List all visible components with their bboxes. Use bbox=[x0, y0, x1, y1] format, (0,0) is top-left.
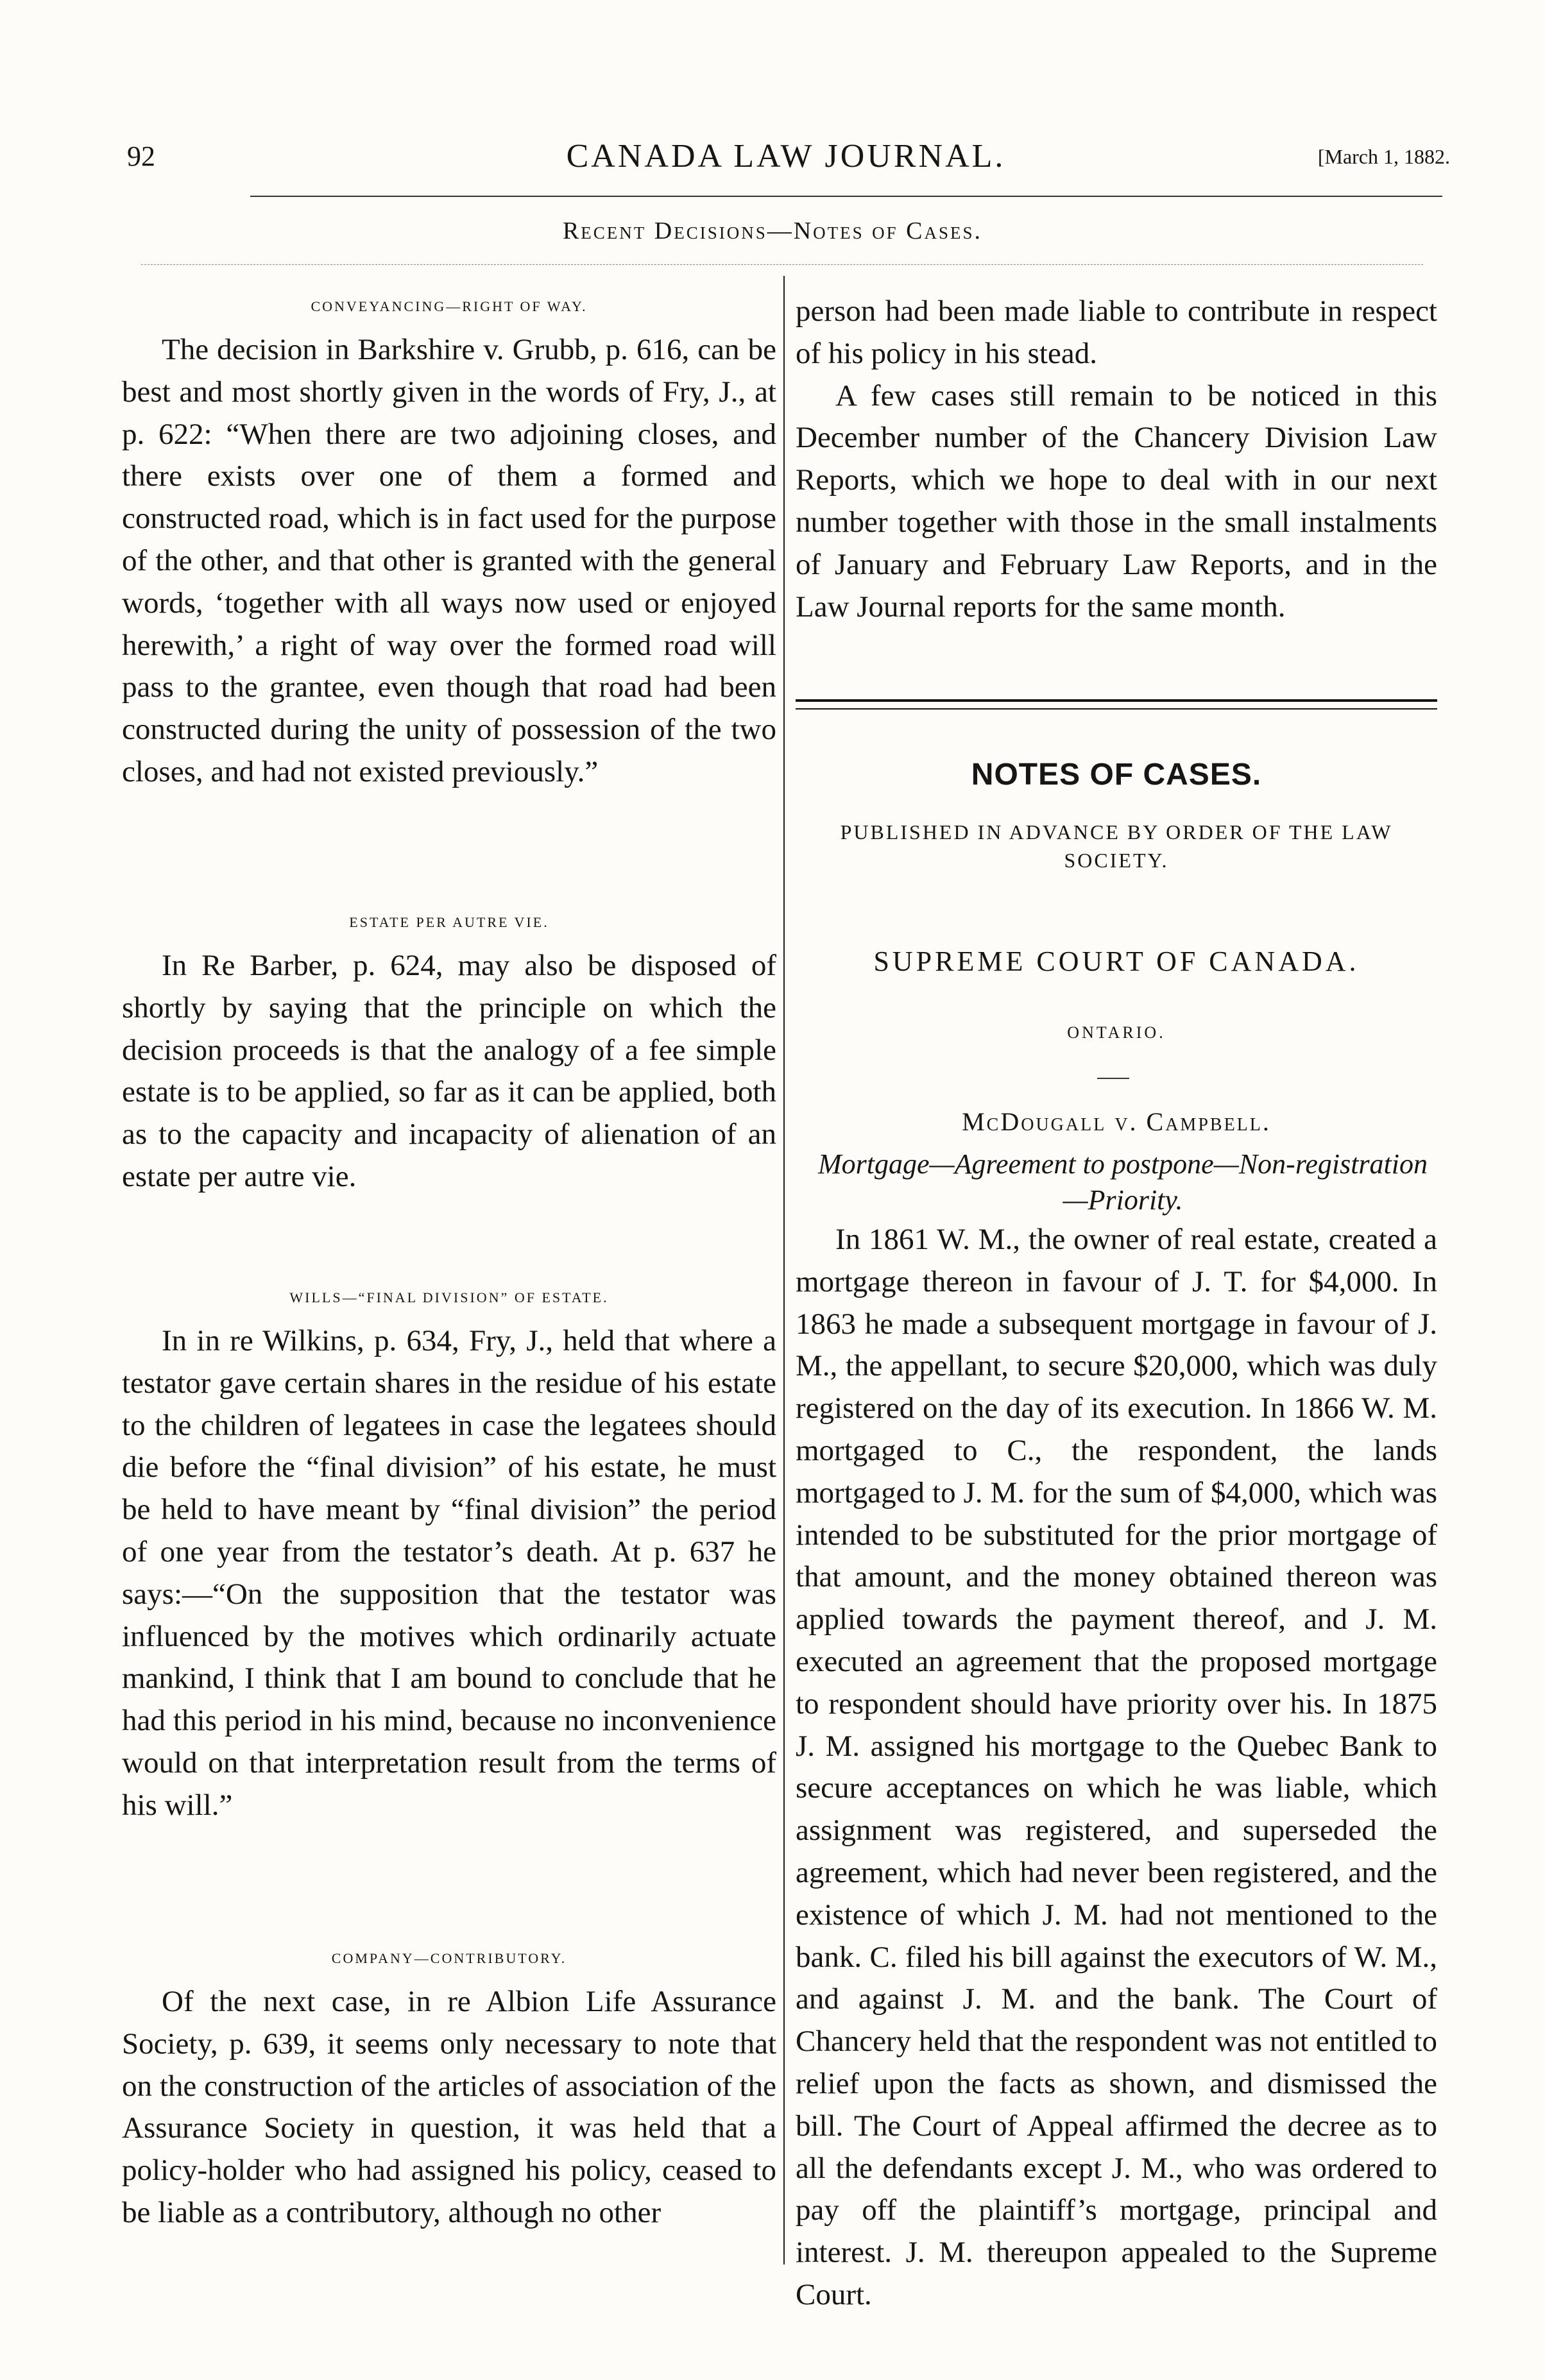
column-divider bbox=[783, 276, 785, 2265]
section-body: In in re Wilkins, p. 634, Fry, J., held that where a testator gave certain shares in the residue of his estate to the children of legatees in case the legatees should die before the “final division” of his estate, he must be held to have meant by “final division” the period of one year from the testator’s death. At p. 637 he says:—“On the supposition that the testator was influenced by the motives which ordinarily actuate mankind, I think that I am bound to conclude that he had this period in his mind, because no inconvenience would on that interpretation result from the terms of his will.” bbox=[122, 1324, 776, 1822]
short-rule bbox=[1097, 1078, 1129, 1079]
header-rule bbox=[250, 196, 1442, 197]
continued-paragraph bbox=[796, 291, 1437, 628]
section-body: In Re Barber, p. 624, may also be disposed of shortly by saying that the principle on which the decision proceeds is that the analogy of a fee simple estate is to be applied, so far as it can be applied, both as to the capacity and incapacity of alienation of an estate per autre vie. bbox=[122, 949, 776, 1193]
notes-of-cases-title: NOTES OF CASES. bbox=[971, 758, 1262, 792]
section-conveyancing bbox=[122, 279, 776, 794]
closing-text: A few cases still remain to be noticed in this December number of the Chancery Division Law Reports, which we hope to deal with in our next number together with those in the small instalments of January and February Law Reports, and in the Law Journal reports for the same month. bbox=[796, 378, 1437, 624]
page-header bbox=[122, 140, 1450, 185]
section-estate-per-autre-vie bbox=[122, 914, 776, 1198]
section-heading: WILLS—“FINAL DIVISION” OF ESTATE. bbox=[289, 1289, 609, 1305]
case-headnote: Mortgage—Agreement to postpone—Non-registration—Priority. bbox=[818, 1148, 1428, 1216]
section-wills-final-division bbox=[122, 1289, 776, 1827]
case-summary bbox=[796, 1219, 1437, 2316]
section-rule bbox=[141, 264, 1423, 265]
section-company-contributory bbox=[122, 1950, 776, 2234]
court-heading: SUPREME COURT OF CANADA. bbox=[873, 946, 1360, 977]
province-heading: ONTARIO. bbox=[1067, 1023, 1166, 1042]
page-number: 92 bbox=[127, 140, 155, 172]
continued-text: person had been made liable to contribute in respect of his policy in his stead. bbox=[796, 294, 1437, 370]
journal-title: CANADA LAW JOURNAL. bbox=[566, 138, 1006, 174]
double-rule-divider bbox=[796, 699, 1437, 710]
section-heading: ESTATE PER AUTRE VIE. bbox=[349, 914, 549, 930]
section-heading: COMPANY—CONTRIBUTORY. bbox=[331, 1950, 567, 1966]
issue-date: [March 1, 1882. bbox=[1317, 145, 1450, 168]
section-heading: CONVEYANCING—RIGHT OF WAY. bbox=[311, 298, 588, 314]
section-body: Of the next case, in re Albion Life Assurance Society, p. 639, it seems only necessary to note that on the construction of the articles of association of the Assurance Society in question, it was held that a policy-holder who had assigned his policy, ceased to be liable as a contributory, although no other bbox=[122, 1985, 776, 2229]
section-title: Recent Decisions—Notes of Cases. bbox=[562, 217, 983, 244]
section-body: The decision in Barkshire v. Grubb, p. 616, can be best and most shortly given in the words of Fry, J., at p. 622: “When there are two adjoining closes, and there exists over one of them a formed and constructed road, which is in fact used for the purpose of the other, and that other is granted with the general words, ‘together with all ways now used or enjoyed herewith,’ a right of way over the formed road will pass to the grantee, even though that road had been constructed during the unity of possession of the two closes, and had not existed previously.” bbox=[122, 333, 776, 788]
case-name: McDougall v. Campbell. bbox=[962, 1107, 1271, 1136]
case-text: In 1861 W. M., the owner of real estate, created a mortgage thereon in favour of J. T. for $4,000. In 1863 he made a subsequent mortgage in favour of J. M., the appellant, to secure $20,000, which was duly registered on the day of its execution. In 1866 W. M. mortgaged to C., the respondent, the lands mortgaged to J. M. for the sum of $4,000, which was intended to be substituted for the prior mortgage of that amount, and the money obtained thereon was applied towards the payment thereof, and J. M. executed an agreement that the proposed mortgage to respondent should have priority over his. In 1875 J. M. assigned his mortgage to the Quebec Bank to secure acceptances on which he was liable, which assignment was registered, and superseded the agreement, which had never been registered, and the existence of which J. M. had not mentioned to the bank. C. filed his bill against the executors of W. M., and against J. M. and the bank. The Court of Chancery held that the respondent was not entitled to relief upon the facts as shown, and dismissed the bill. The Court of Appeal affirmed the decree as to all the defendants except J. M., who was ordered to pay off the plaintiff’s mortgage, principal and interest. J. M. thereupon appealed to the Supreme Court. bbox=[796, 1223, 1437, 2311]
publisher-line: PUBLISHED IN ADVANCE BY ORDER OF THE LAW SOCIETY. bbox=[840, 820, 1393, 872]
